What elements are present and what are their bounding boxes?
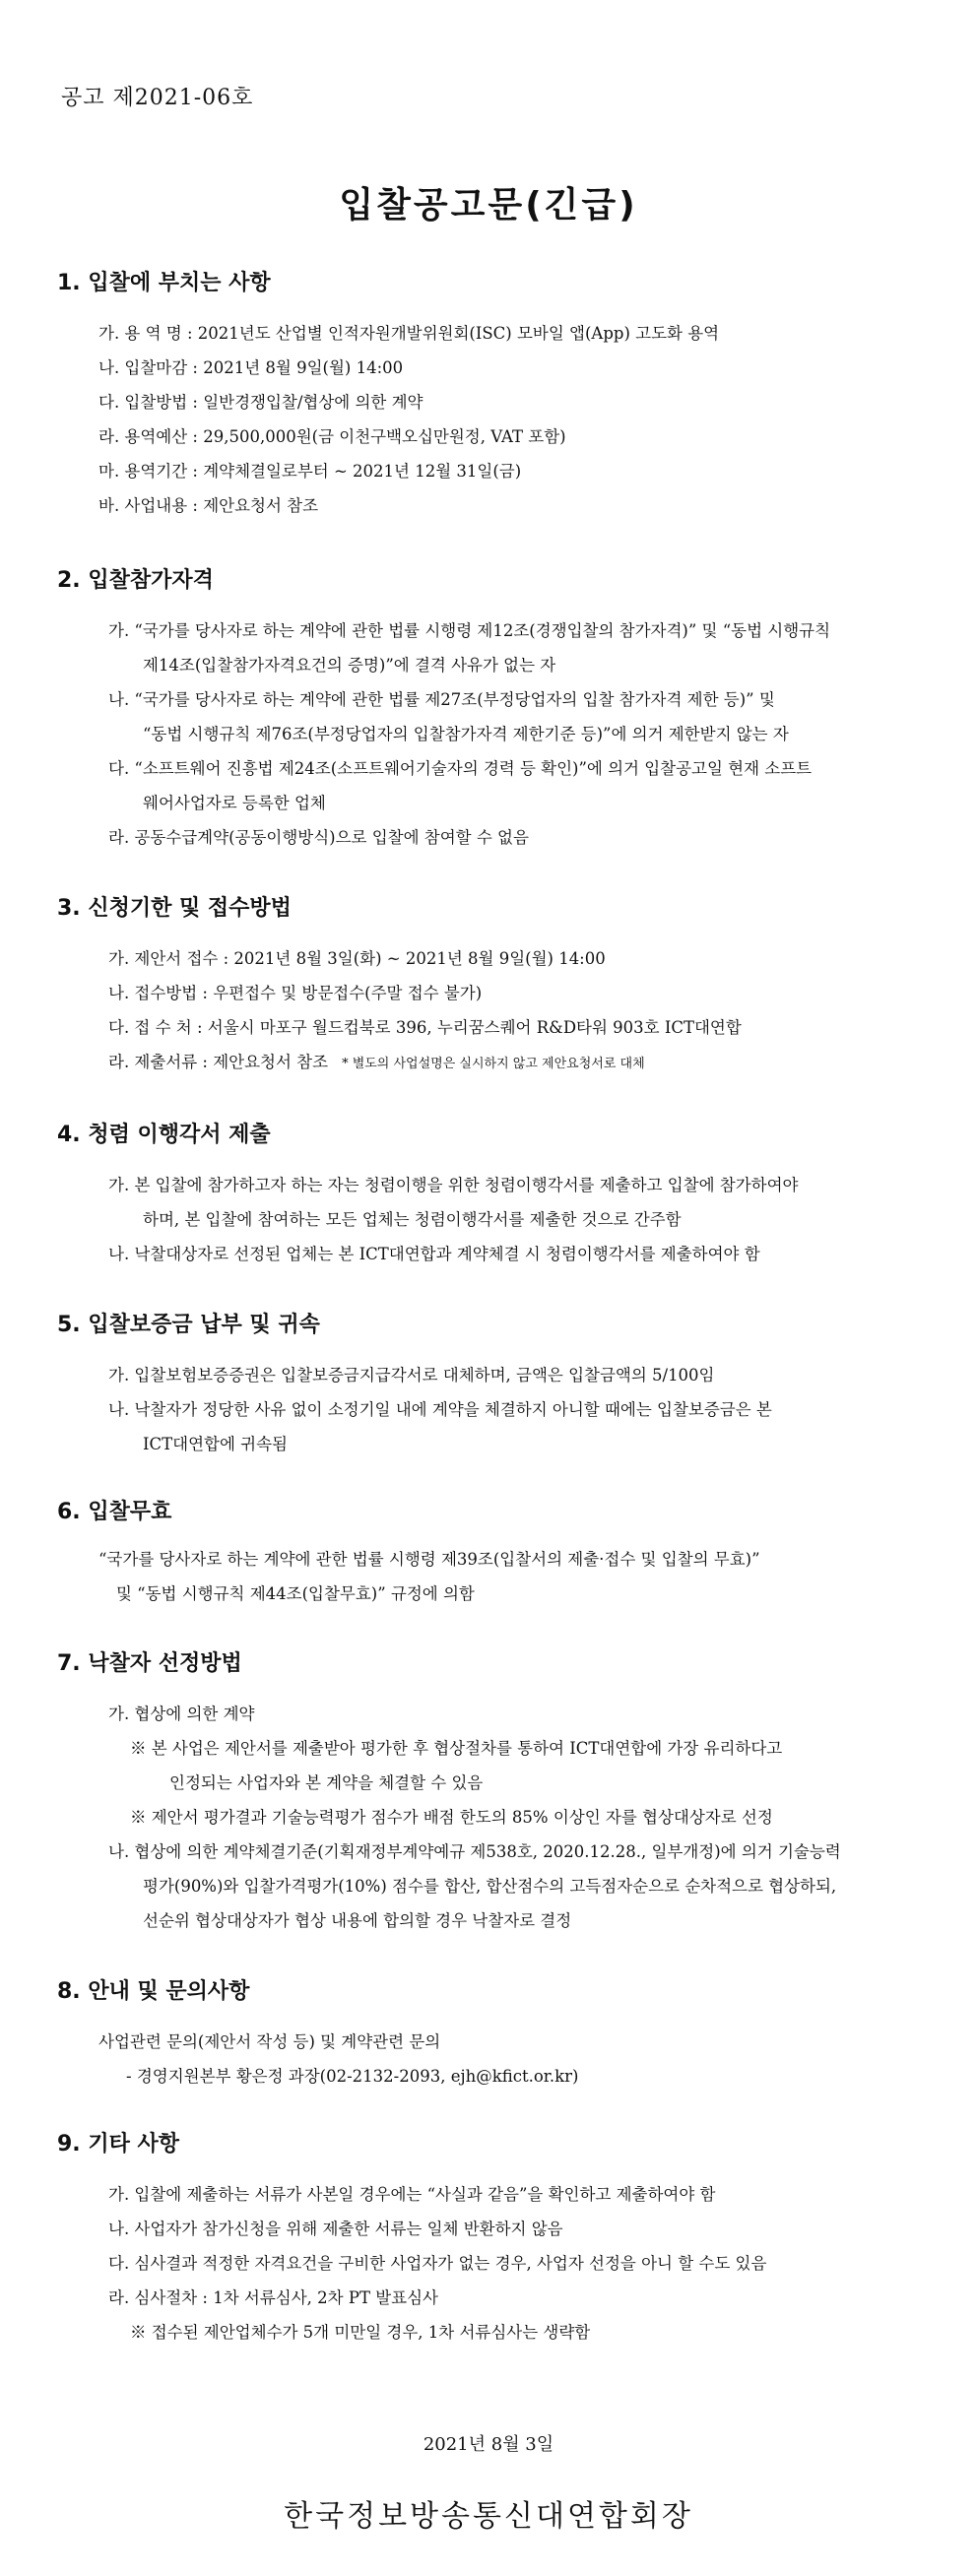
contact-line: - 경영지원본부 황은정 과장(02-2132-2093, ejh@kfict.or.kr) bbox=[126, 2067, 579, 2086]
section-heading: 8. 안내 및 문의사항 bbox=[57, 1979, 250, 2004]
section-line: 가. 협상에 의한 계약 bbox=[108, 1705, 255, 1723]
section-line: 다. 심사결과 적정한 자격요건을 구비한 사업자가 없는 경우, 사업자 선정을 아니 할 수도 있음 bbox=[108, 2254, 767, 2273]
section-heading: 5. 입찰보증금 납부 및 귀속 bbox=[57, 1313, 320, 1337]
section-line: 다. 접 수 처 : 서울시 마포구 월드컵북로 396, 누리꿈스퀘어 R&D타워 903호 ICT대연합 bbox=[108, 1018, 742, 1037]
section-line: “국가를 당사자로 하는 계약에 관한 법률 시행령 제39조(입찰서의 제출·접수 및 입찰의 무효)” bbox=[98, 1550, 760, 1569]
section-line: 가. “국가를 당사자로 하는 계약에 관한 법률 시행령 제12조(경쟁입찰의 참가자격)” 및 “동법 시행규칙 bbox=[108, 621, 831, 640]
section-line: 평가(90%)와 입찰가격평가(10%) 점수를 합산, 합산점수의 고득점자순으로 순차적으로 협상하되, bbox=[143, 1877, 837, 1896]
section-line: 가. 본 입찰에 참가하고자 하는 자는 청렴이행을 위한 청렴이행각서를 제출하고 입찰에 참가하여야 bbox=[108, 1176, 799, 1194]
section-heading: 1. 입찰에 부치는 사항 bbox=[57, 271, 271, 295]
section-line: ※ 제안서 평가결과 기술능력평가 점수가 배점 한도의 85% 이상인 자를 협상대상자로 선정 bbox=[130, 1808, 773, 1827]
section-line: 라. 심사절차 : 1차 서류심사, 2차 PT 발표심사 bbox=[108, 2288, 438, 2307]
document-title: 입찰공고문(긴급) bbox=[339, 185, 638, 225]
section-heading: 7. 낙찰자 선정방법 bbox=[57, 1651, 242, 1676]
section-line: 나. 입찰마감 : 2021년 8월 9일(월) 14:00 bbox=[98, 358, 404, 377]
section-line: 라. 공동수급계약(공동이행방식)으로 입찰에 참여할 수 없음 bbox=[108, 828, 529, 847]
section-line: 하며, 본 입찰에 참여하는 모든 업체는 청렴이행각서를 제출한 것으로 간주함 bbox=[143, 1210, 682, 1229]
section-line: 선순위 협상대상자가 협상 내용에 합의할 경우 낙찰자로 결정 bbox=[143, 1911, 572, 1930]
section-line: 나. 사업자가 참가신청을 위해 제출한 서류는 일체 반환하지 않음 bbox=[108, 2220, 563, 2238]
section-heading: 3. 신청기한 및 접수방법 bbox=[57, 896, 292, 921]
footnote: * 별도의 사업설명은 실시하지 않고 제안요청서로 대체 bbox=[342, 1057, 645, 1071]
section-line: ※ 접수된 제안업체수가 5개 미만일 경우, 1차 서류심사는 생략함 bbox=[130, 2323, 591, 2342]
section-line: 나. 협상에 의한 계약체결기준(기획재정부계약예규 제538호, 2020.12.28., 일부개정)에 의거 기술능력 bbox=[108, 1842, 841, 1861]
section-line: 가. 용 역 명 : 2021년도 산업별 인적자원개발위원회(ISC) 모바일 앱(App) 고도화 용역 bbox=[98, 324, 720, 343]
section-heading: 4. 청렴 이행각서 제출 bbox=[57, 1123, 271, 1147]
section-line: 사업관련 문의(제안서 작성 등) 및 계약관련 문의 bbox=[98, 2032, 441, 2051]
section-line: 바. 사업내용 : 제안요청서 참조 bbox=[98, 496, 319, 515]
section-heading: 9. 기타 사항 bbox=[57, 2132, 179, 2157]
section-line: 다. 입찰방법 : 일반경쟁입찰/협상에 의한 계약 bbox=[98, 393, 423, 412]
section-line: 가. 제안서 접수 : 2021년 8월 3일(화) ~ 2021년 8월 9일(월) 14:00 bbox=[108, 949, 606, 968]
section-heading: 6. 입찰무효 bbox=[57, 1500, 172, 1524]
section-line: 가. 입찰에 제출하는 서류가 사본일 경우에는 “사실과 같음”을 확인하고 제출하여야 함 bbox=[108, 2185, 716, 2204]
section-line: 나. 낙찰대상자로 선정된 업체는 본 ICT대연합과 계약체결 시 청렴이행각서를 제출하여야 함 bbox=[108, 1245, 760, 1263]
organization-name: 한국정보방송통신대연합회장 bbox=[284, 2499, 693, 2534]
section-line: 나. 낙찰자가 정당한 사유 없이 소정기일 내에 계약을 체결하지 아니할 때에는 입찰보증금은 본 bbox=[108, 1400, 772, 1419]
section-line: ※ 본 사업은 제안서를 제출받아 평가한 후 협상절차를 통하여 ICT대연합에 가장 유리하다고 bbox=[130, 1739, 783, 1758]
section-line: “동법 시행규칙 제76조(부정당업자의 입찰참가자격 제한기준 등)”에 의거 제한받지 않는 자 bbox=[143, 725, 789, 743]
section-line: 제14조(입찰참가자격요건의 증명)”에 결격 사유가 없는 자 bbox=[143, 656, 556, 675]
section-line bbox=[108, 1049, 645, 1072]
section-line: 라. 용역예산 : 29,500,000원(금 이천구백오십만원정, VAT 포함) bbox=[98, 427, 566, 446]
section-line-text: 라. 제출서류 : 제안요청서 참조 bbox=[108, 1053, 329, 1071]
section-line: 가. 입찰보험보증증권은 입찰보증금지급각서로 대체하며, 금액은 입찰금액의 5/100임 bbox=[108, 1366, 715, 1385]
section-line: 마. 용역기간 : 계약체결일로부터 ~ 2021년 12월 31일(금) bbox=[98, 462, 522, 481]
section-heading: 2. 입찰참가자격 bbox=[57, 568, 214, 593]
section-line: 나. 접수방법 : 우편접수 및 방문접수(주말 접수 불가) bbox=[108, 984, 483, 1002]
section-line: 인정되는 사업자와 본 계약을 체결할 수 있음 bbox=[169, 1773, 484, 1792]
section-line: 다. “소프트웨어 진흥법 제24조(소프트웨어기술자의 경력 등 확인)”에 의거 입찰공고일 현재 소프트 bbox=[108, 759, 813, 778]
section-line: 나. “국가를 당사자로 하는 계약에 관한 법률 제27조(부정당업자의 입찰 참가자격 제한 등)” 및 bbox=[108, 690, 775, 709]
section-line: 및 “동법 시행규칙 제44조(입찰무효)” 규정에 의함 bbox=[116, 1584, 475, 1603]
section-line: ICT대연합에 귀속됨 bbox=[143, 1435, 288, 1453]
notice-date: 2021년 8월 3일 bbox=[423, 2434, 554, 2455]
notice-number: 공고 제2021-06호 bbox=[61, 86, 254, 110]
section-line: 웨어사업자로 등록한 업체 bbox=[143, 794, 326, 812]
